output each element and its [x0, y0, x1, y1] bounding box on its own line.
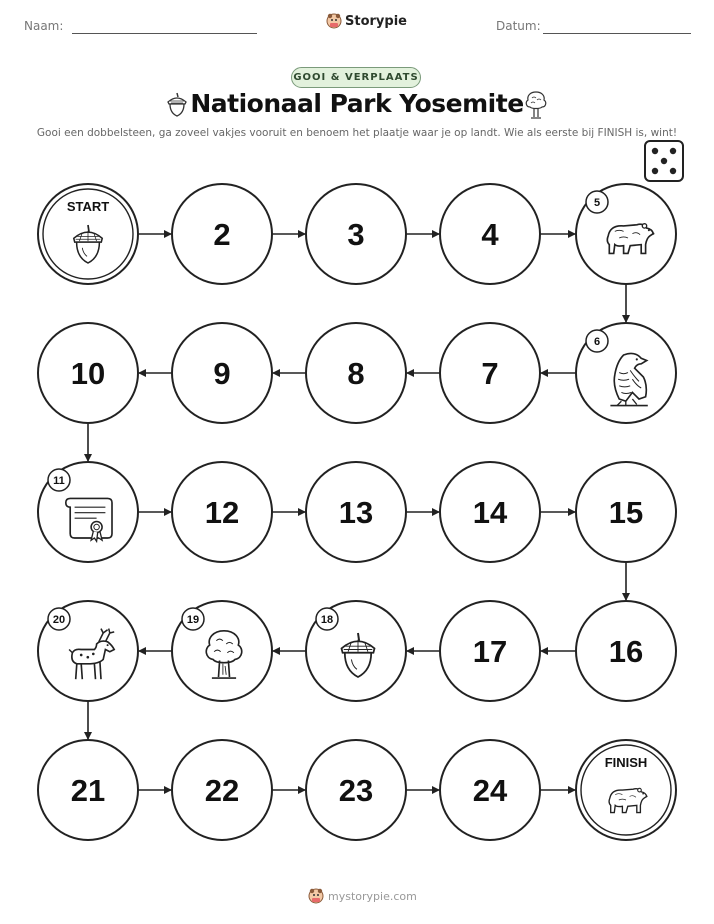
board-space-finish[interactable] [576, 740, 676, 840]
footer [308, 888, 417, 904]
space-number: 11 [53, 475, 65, 487]
space-number: 13 [338, 495, 374, 530]
page-title: Nationaal Park Yosemite [190, 89, 524, 118]
space-number: 5 [593, 197, 601, 209]
space-number: 16 [608, 634, 644, 669]
board-space-21[interactable] [38, 740, 138, 840]
space-number: 4 [481, 217, 499, 252]
board-space-13[interactable] [306, 462, 406, 562]
space-number: 9 [213, 356, 231, 391]
space-number: 23 [338, 773, 374, 808]
board-space-8[interactable] [306, 323, 406, 423]
board-space-14[interactable] [440, 462, 540, 562]
space-label: START [66, 199, 110, 214]
board-space-5[interactable] [576, 184, 676, 284]
board-space-start[interactable] [38, 184, 138, 284]
board-space-7[interactable] [440, 323, 540, 423]
board-space-15[interactable] [576, 462, 676, 562]
space-number: 3 [347, 217, 365, 252]
board-space-4[interactable] [440, 184, 540, 284]
space-number: 24 [472, 773, 508, 808]
board-space-16[interactable] [576, 601, 676, 701]
board-space-22[interactable] [172, 740, 272, 840]
board-space-6[interactable] [576, 323, 676, 423]
board-space-12[interactable] [172, 462, 272, 562]
date-label: Datum: [496, 19, 541, 33]
space-number: 21 [70, 773, 106, 808]
name-label: Naam: [24, 19, 64, 33]
space-number: 10 [70, 356, 106, 391]
board-space-24[interactable] [440, 740, 540, 840]
brand-name: Storypie [345, 13, 407, 29]
space-number: 6 [593, 336, 601, 348]
board-space-20[interactable] [38, 601, 138, 701]
space-number: 18 [320, 614, 334, 626]
board-space-2[interactable] [172, 184, 272, 284]
space-number: 12 [204, 495, 240, 530]
board-space-17[interactable] [440, 601, 540, 701]
board-space-23[interactable] [306, 740, 406, 840]
space-number: 7 [481, 356, 499, 391]
space-number: 15 [608, 495, 644, 530]
board-space-11[interactable] [38, 462, 138, 562]
space-number: 17 [472, 634, 508, 669]
space-number: 19 [186, 614, 200, 626]
space-number: 8 [347, 356, 365, 391]
space-number: 14 [472, 495, 508, 530]
scroll-icon [66, 498, 112, 541]
space-number: 22 [204, 773, 240, 808]
board-space-3[interactable] [306, 184, 406, 284]
activity-badge: GOOI & VERPLAATS [291, 67, 421, 88]
footer-url[interactable]: mystorypie.com [328, 889, 417, 903]
dice-icon [645, 141, 683, 181]
space-label: FINISH [604, 755, 648, 770]
instructions: Gooi een dobbelsteen, ga zoveel vakjes vooruit en benoem het plaatje waar je op landt. Wie als eerste bij FINISH is, wint! [36, 127, 678, 139]
board-space-19[interactable] [172, 601, 272, 701]
space-number: 20 [52, 614, 66, 626]
space-number: 2 [213, 217, 231, 252]
board-space-10[interactable] [38, 323, 138, 423]
board-space-9[interactable] [172, 323, 272, 423]
board-space-18[interactable] [306, 601, 406, 701]
storypie-logo-icon [308, 888, 324, 904]
